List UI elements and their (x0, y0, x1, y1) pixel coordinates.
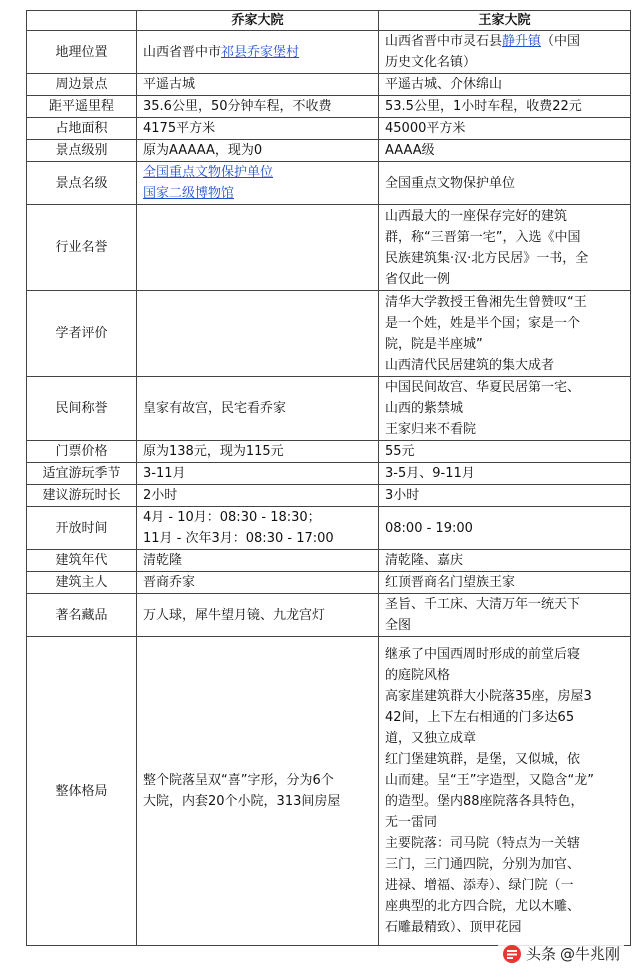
wang-line: 全国重点文物保护单位 (385, 175, 516, 191)
qiao-cell (137, 572, 379, 594)
wang-line: 山西最大的一座保存完好的建筑 (385, 208, 568, 224)
header-corner (27, 11, 137, 31)
qiao-cell (137, 205, 379, 291)
qiao-cell (137, 441, 379, 463)
wang-line: 主要院落：司马院（特点为一关辖 (385, 836, 581, 851)
row-label: 行业名誉 (27, 205, 137, 291)
wang-line: 道，又独立成章 (385, 731, 477, 746)
table-row (27, 637, 631, 946)
qiao-line: 整个院落呈双“喜”字形，分为6个 (143, 773, 334, 788)
qiao-line: 晋商乔家 (143, 575, 196, 590)
row-label: 地理位置 (27, 31, 137, 74)
wang-cell (379, 31, 631, 74)
wang-line: 圣旨、千工床、大清万年一统天下 (385, 597, 581, 612)
table-row (27, 205, 631, 291)
table-row (27, 162, 631, 205)
wang-line: 石雕最精致）、顶甲花园 (385, 920, 522, 935)
qiao-cell (137, 485, 379, 507)
watermark (498, 942, 624, 965)
wang-line: 45000平方米 (385, 121, 466, 136)
wang-cell (379, 441, 631, 463)
text-span: 山西省晋中市 (143, 44, 222, 60)
wang-cell (379, 572, 631, 594)
wang-line: 三门，三门通四院，分别为加官、 (385, 857, 581, 872)
qiao-line: 2小时 (143, 488, 178, 503)
wang-line: 院，院是半座城” (385, 336, 483, 352)
info-link[interactable]: 全国重点文物保护单位 (143, 165, 274, 180)
row-label: 学者评价 (27, 291, 137, 377)
table-row (27, 463, 631, 485)
row-label: 占地面积 (27, 118, 137, 140)
wang-line: 53.5公里，1小时车程，收费22元 (385, 99, 582, 114)
wang-line: 红顶晋商名门望族王家 (385, 575, 516, 590)
qiao-cell (137, 377, 379, 441)
wang-line: 是一个姓，姓是半个国；家是一个 (385, 315, 581, 331)
wang-line: 山西的紫禁城 (385, 401, 464, 416)
wang-line: 的庭院风格 (385, 668, 451, 683)
wang-line: AAAA级 (385, 143, 435, 158)
qiao-line (143, 42, 372, 63)
wang-cell (379, 507, 631, 550)
table-row (27, 507, 631, 550)
qiao-cell (137, 140, 379, 162)
table-row (27, 485, 631, 507)
wang-line: 红门堡建筑群，是堡，又似城，依 (385, 752, 581, 767)
watermark-author: @牛兆刚 (559, 945, 620, 963)
qiao-cell (137, 291, 379, 377)
wang-cell (379, 205, 631, 291)
header-wang: 王家大院 (379, 11, 631, 31)
qiao-cell (137, 594, 379, 637)
info-link[interactable]: 祁县乔家堡村 (221, 44, 300, 60)
qiao-cell (137, 637, 379, 946)
info-link[interactable]: 国家二级博物馆 (143, 186, 235, 201)
qiao-line: 11月 - 次年3月：08:30 - 17:00 (143, 531, 334, 546)
qiao-cell (137, 31, 379, 74)
wang-line: 中国民间故宫、华夏民居第一宅、 (385, 380, 581, 395)
comparison-sheet (26, 10, 630, 946)
text-span: （中国 (541, 34, 581, 49)
table-row (27, 291, 631, 377)
qiao-line: 平遥古城 (143, 77, 196, 92)
table-row (27, 140, 631, 162)
row-label: 周边景点 (27, 74, 137, 96)
comparison-table (26, 10, 631, 946)
row-label: 建议游玩时长 (27, 485, 137, 507)
wang-line: 的造型。堡内88座院落各具特色， (385, 794, 584, 809)
wang-cell (379, 96, 631, 118)
wang-line: 全图 (385, 618, 412, 633)
wang-line: 山西清代民居建筑的集大成者 (385, 357, 555, 373)
wang-line: 42间，上下左右相通的门多达65 (385, 710, 575, 725)
header-row (27, 11, 631, 31)
wang-cell (379, 162, 631, 205)
table-row (27, 31, 631, 74)
wang-line (385, 52, 624, 73)
row-label: 景点名级 (27, 162, 137, 205)
qiao-line: 3-11月 (143, 466, 186, 481)
table-row (27, 377, 631, 441)
wang-cell (379, 74, 631, 96)
wang-line: 清乾隆、嘉庆 (385, 553, 464, 568)
qiao-line: 大院，内套20个小院，313间房屋 (143, 794, 341, 809)
wang-cell (379, 118, 631, 140)
wang-cell (379, 140, 631, 162)
qiao-line: 35.6公里，50分钟车程，不收费 (143, 99, 332, 114)
wang-line: 进禄、增福、添寿）、绿门院（一 (385, 878, 574, 893)
wang-line: 民族建筑集·汉·北方民居》一书，全 (385, 250, 589, 266)
wang-line: 55元 (385, 444, 415, 459)
wang-line: 群，称“三晋第一宅”，入选《中国 (385, 229, 581, 245)
qiao-line (143, 162, 372, 183)
qiao-cell (137, 74, 379, 96)
row-label: 民间称誉 (27, 377, 137, 441)
table-body (27, 31, 631, 946)
row-label: 适宜游玩季节 (27, 463, 137, 485)
qiao-line: 原为138元，现为115元 (143, 444, 284, 459)
qiao-line: 皇家有故宫，民宅看乔家 (143, 401, 287, 416)
wang-line: 3小时 (385, 488, 420, 503)
row-label: 门票价格 (27, 441, 137, 463)
table-row (27, 441, 631, 463)
wang-line: 高家崖建筑群大小院落35座，房屋3 (385, 689, 592, 704)
wang-line: 3-5月、9-11月 (385, 466, 475, 481)
table-row (27, 594, 631, 637)
header-qiao: 乔家大院 (137, 11, 379, 31)
wang-cell (379, 550, 631, 572)
qiao-cell (137, 550, 379, 572)
row-label: 距平遥里程 (27, 96, 137, 118)
wang-line: 省仅此一例 (385, 271, 451, 287)
row-label: 建筑主人 (27, 572, 137, 594)
wang-line: 清华大学教授王鲁湘先生曾赞叹“王 (385, 294, 587, 310)
qiao-cell (137, 118, 379, 140)
wang-line: 山而建。呈“王”字造型，又隐含“龙” (385, 773, 594, 788)
text-span: 山西省晋中市灵石县 (385, 34, 503, 49)
qiao-cell (137, 162, 379, 205)
table-row (27, 96, 631, 118)
table-row (27, 550, 631, 572)
row-label: 建筑年代 (27, 550, 137, 572)
qiao-line: 原为AAAAA，现为0 (143, 143, 263, 158)
wang-cell (379, 637, 631, 946)
info-link[interactable]: 静升镇 (502, 34, 542, 49)
wang-cell (379, 594, 631, 637)
table-row (27, 118, 631, 140)
wang-cell (379, 377, 631, 441)
wang-line: 无一雷同 (385, 815, 438, 830)
wang-line: 继承了中国西周时形成的前堂后寝 (385, 647, 581, 662)
wang-line: 08:00 - 19:00 (385, 520, 473, 536)
wang-line (385, 31, 624, 52)
qiao-cell (137, 96, 379, 118)
row-label: 整体格局 (27, 637, 137, 946)
qiao-line: 4月 - 10月：08:30 - 18:30； (143, 510, 321, 525)
row-label: 开放时间 (27, 507, 137, 550)
toutiao-logo-icon (502, 944, 522, 964)
watermark-prefix: 头条 (525, 945, 556, 963)
table-row (27, 572, 631, 594)
wang-line: 王家归来不看院 (385, 422, 477, 437)
qiao-cell (137, 507, 379, 550)
text-span: 历史文化名镇） (385, 55, 477, 70)
qiao-line: 万人球，犀牛望月镜、九龙宫灯 (143, 607, 326, 623)
wang-line: 平遥古城、介休绵山 (385, 77, 503, 92)
row-label: 景点级别 (27, 140, 137, 162)
wang-cell (379, 291, 631, 377)
wang-line: 座典型的北方四合院，尤以木雕、 (385, 899, 581, 914)
wang-cell (379, 463, 631, 485)
qiao-cell (137, 463, 379, 485)
wang-cell (379, 485, 631, 507)
qiao-line: 清乾隆 (143, 553, 183, 568)
row-label: 著名藏品 (27, 594, 137, 637)
table-row (27, 74, 631, 96)
qiao-line (143, 183, 372, 204)
qiao-line: 4175平方米 (143, 121, 216, 136)
